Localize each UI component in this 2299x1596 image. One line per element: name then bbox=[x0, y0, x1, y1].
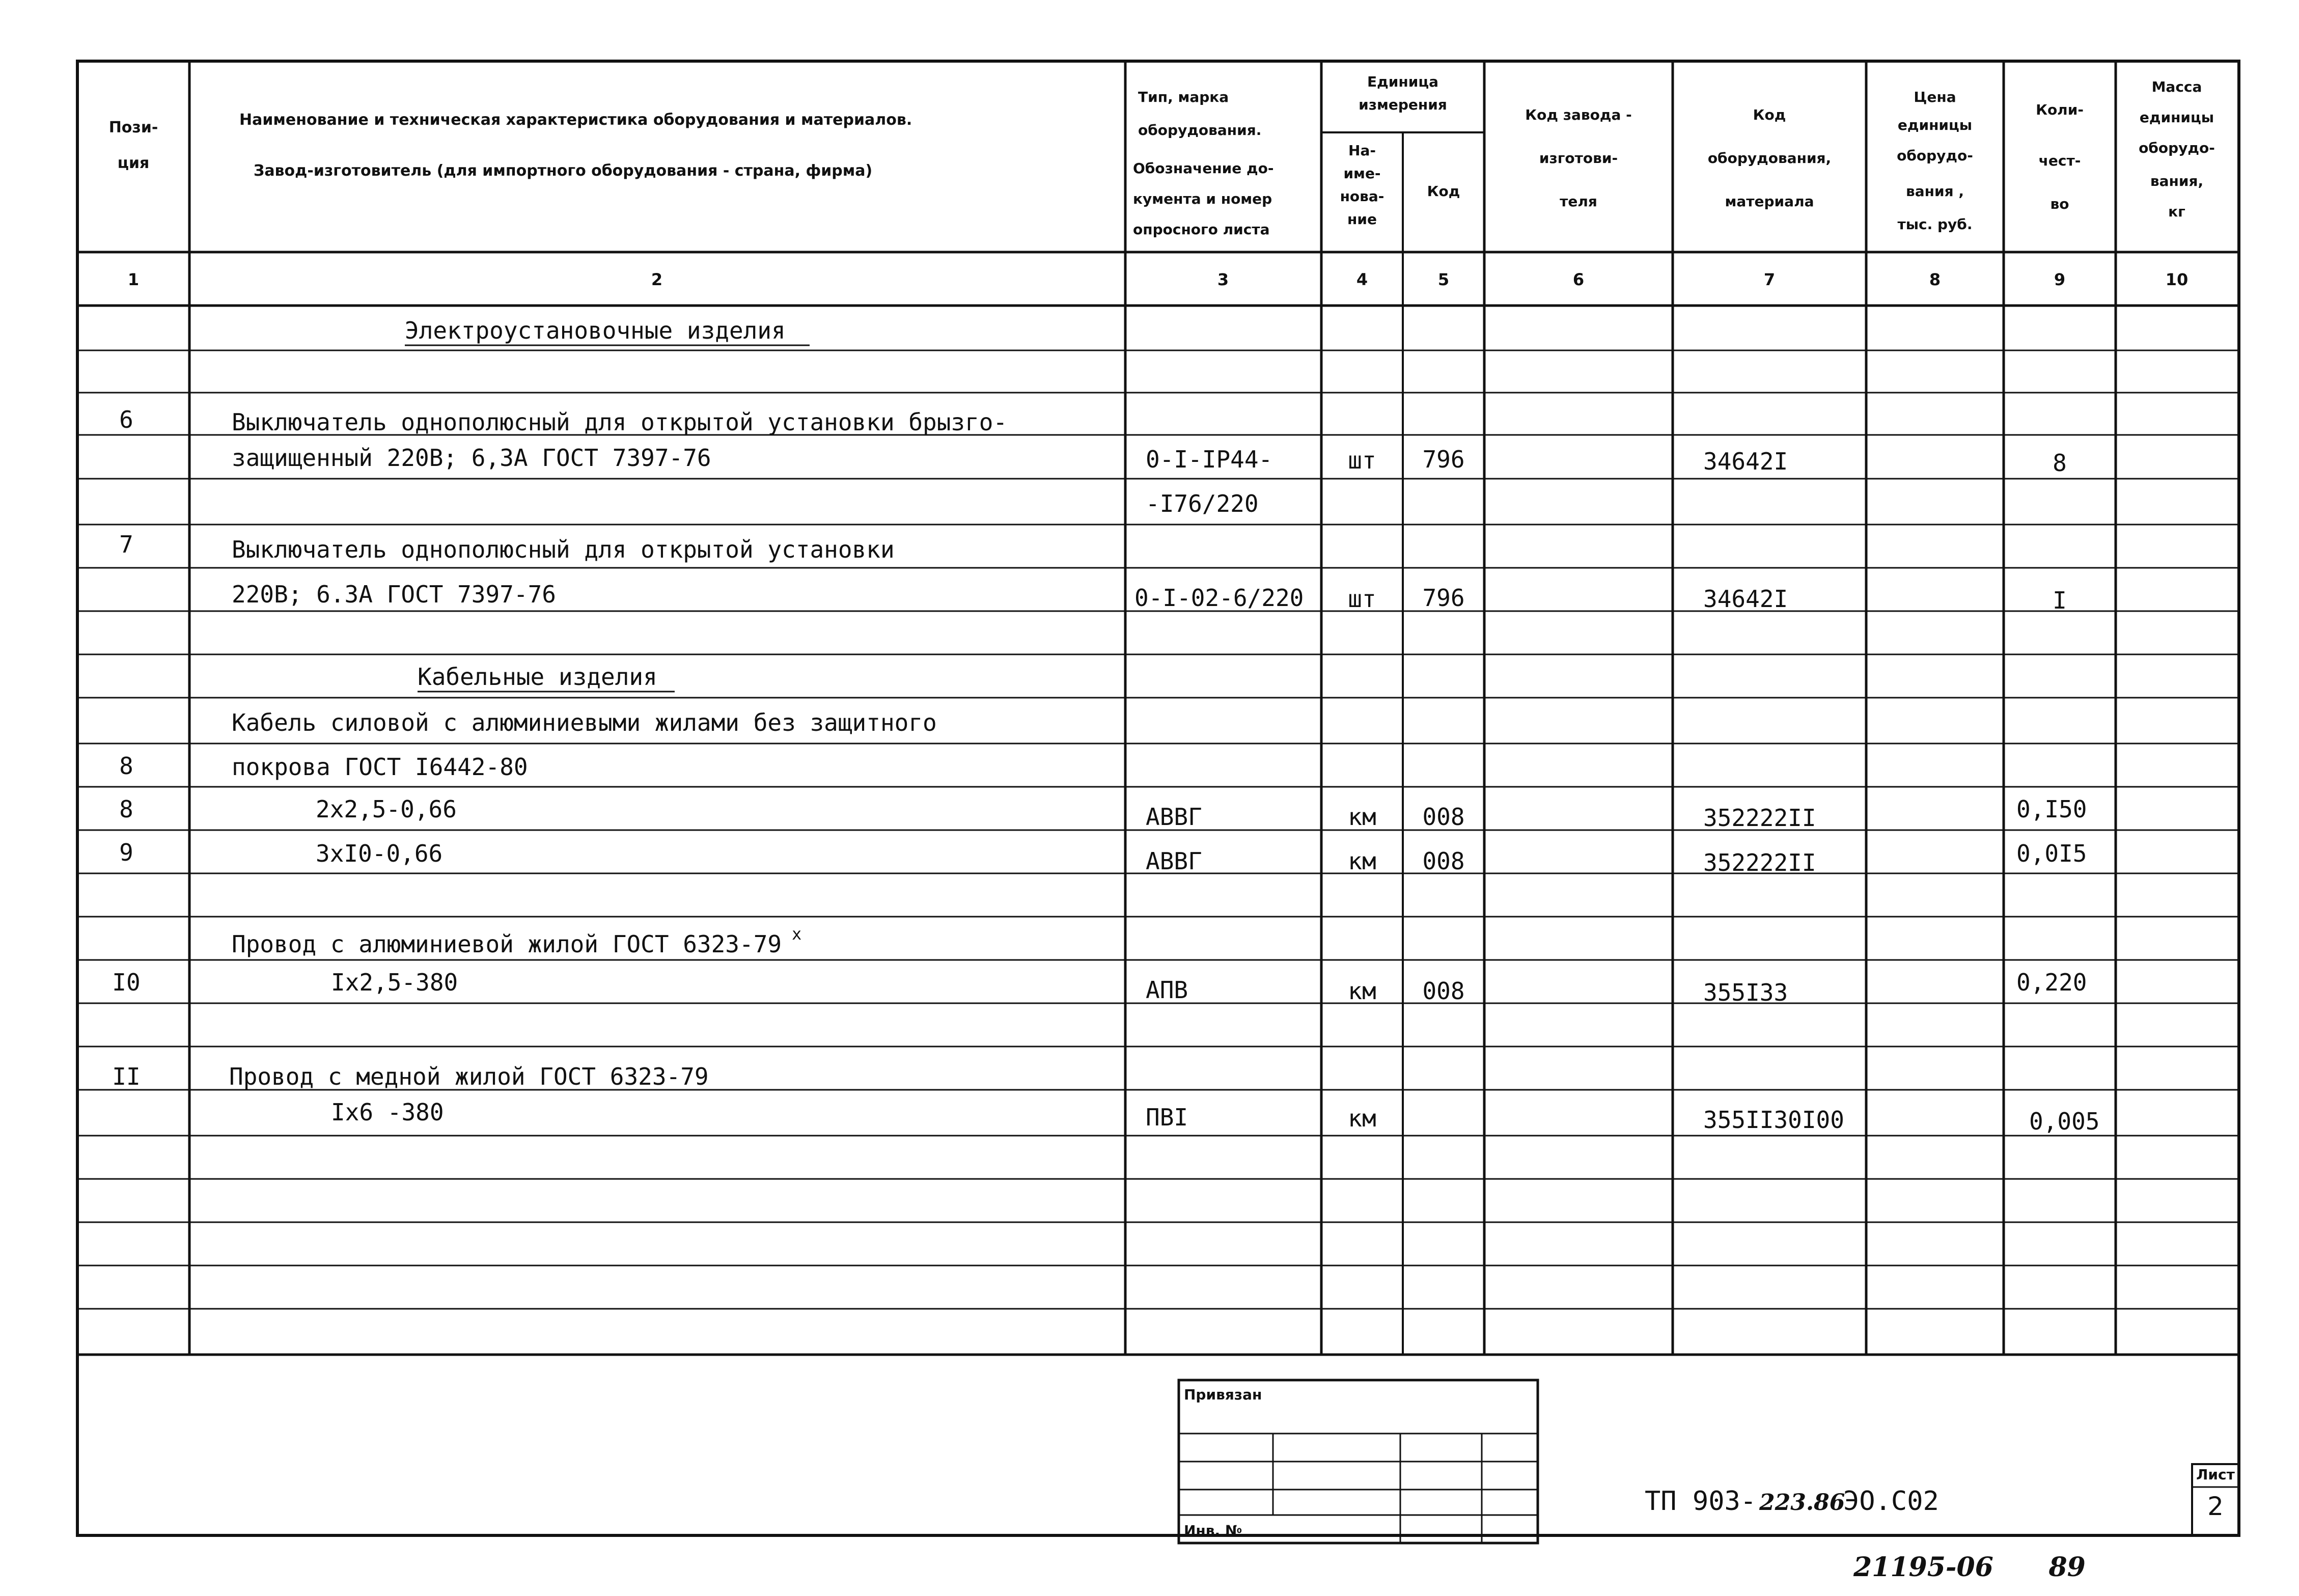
table-row bbox=[119, 406, 1007, 436]
table-row bbox=[331, 1098, 2099, 1135]
name-cell: Провод с медной жилой ГОСТ 6323-79 bbox=[229, 1063, 709, 1090]
unit-code-cell: 796 bbox=[1422, 446, 1465, 473]
header-col3-line4: кумента и номер bbox=[1133, 190, 1272, 207]
header-col6-line2: изготови- bbox=[1539, 150, 1618, 167]
header-col4-line3: нова- bbox=[1340, 188, 1384, 205]
unit-name-cell: шт bbox=[1348, 585, 1376, 613]
name-cell: 3хI0-0,66 bbox=[316, 840, 443, 867]
header-col9-line3: во bbox=[2050, 196, 2069, 212]
position-cell: 9 bbox=[119, 839, 133, 866]
type-cell: ПВI bbox=[1146, 1104, 1188, 1131]
column-number: 4 bbox=[1356, 270, 1368, 289]
unit-code-cell: 008 bbox=[1422, 803, 1465, 831]
header-col1-line2: ция bbox=[117, 154, 150, 172]
header-col8-line5: тыс. руб. bbox=[1897, 216, 1973, 233]
inventory-label: Инв. № bbox=[1184, 1522, 1242, 1539]
table-row bbox=[119, 531, 894, 563]
header-col10-line1: Масса bbox=[2151, 78, 2202, 95]
column-number: 9 bbox=[2054, 270, 2066, 289]
equipment-code-cell: 355I33 bbox=[1703, 979, 1788, 1006]
unit-name-cell: км bbox=[1348, 1105, 1376, 1132]
header-col10-line3: оборудо- bbox=[2139, 140, 2215, 156]
table-row bbox=[119, 839, 2087, 876]
sheet-number: 2 bbox=[2207, 1492, 2224, 1521]
column-number: 3 bbox=[1217, 270, 1229, 289]
header-col10-line5: кг bbox=[2168, 203, 2185, 220]
header-col3-line5: опросного листа bbox=[1133, 221, 1270, 238]
unit-code-cell: 008 bbox=[1422, 847, 1465, 875]
equipment-code-cell: 355II30I00 bbox=[1703, 1106, 1844, 1134]
column-number: 2 bbox=[651, 270, 663, 289]
type-cell: АПВ bbox=[1146, 976, 1188, 1004]
table-row bbox=[112, 1063, 708, 1090]
table-body bbox=[112, 317, 2099, 1135]
name-cell: защищенный 220В; 6,3А ГОСТ 7397-76 bbox=[232, 444, 711, 472]
document-number-handwritten: 223.86 bbox=[1759, 1490, 1845, 1516]
name-cell: Выключатель однополюсный для открытой установки bbox=[232, 536, 895, 563]
privyazan-label: Привязан bbox=[1184, 1386, 1262, 1403]
name-superscript: х bbox=[792, 924, 802, 944]
type-cell: 0-I-02-6/220 bbox=[1134, 584, 1304, 612]
table-row bbox=[232, 709, 937, 736]
unit-code-cell: 796 bbox=[1422, 584, 1465, 612]
equipment-code-cell: 34642I bbox=[1703, 448, 1788, 475]
column-number: 5 bbox=[1437, 270, 1450, 289]
quantity-cell: 0,005 bbox=[2029, 1108, 2100, 1135]
table-row bbox=[119, 752, 528, 781]
document-number-suffix: ЭО.С02 bbox=[1843, 1486, 1939, 1517]
position-cell: II bbox=[112, 1063, 141, 1090]
table-row bbox=[1146, 490, 1259, 517]
header-col7-line3: материала bbox=[1725, 193, 1814, 210]
quantity-cell: 8 bbox=[2053, 449, 2067, 477]
title-block-text bbox=[1184, 1386, 2235, 1539]
position-cell: 8 bbox=[119, 795, 133, 823]
name-cell: Iх2,5-380 bbox=[331, 969, 458, 996]
header-col9-line1: Коли- bbox=[2036, 101, 2084, 118]
header-col4-line2: име- bbox=[1343, 165, 1381, 182]
title-block bbox=[1179, 1380, 2239, 1543]
header-col8-line1: Цена bbox=[1914, 89, 1956, 105]
column-number: 8 bbox=[1929, 270, 1941, 289]
header-col7-line2: оборудования, bbox=[1707, 150, 1832, 167]
quantity-cell: 0,I50 bbox=[2016, 795, 2087, 823]
header-col2-line1: Наименование и техническая характеристика оборудования и материалов. bbox=[239, 111, 912, 129]
unit-code-cell: 008 bbox=[1422, 977, 1465, 1005]
unit-name-cell: км bbox=[1348, 803, 1376, 831]
equipment-code-cell: 352222II bbox=[1703, 849, 1816, 876]
type-cell: -I76/220 bbox=[1146, 490, 1259, 517]
column-number: 6 bbox=[1572, 270, 1585, 289]
name-cell: Кабель силовой с алюминиевыми жилами без защитного bbox=[232, 709, 937, 736]
header-unit-line2: измерения bbox=[1359, 96, 1447, 113]
column-number: 7 bbox=[1763, 270, 1776, 289]
position-cell: 6 bbox=[119, 406, 133, 433]
table-row bbox=[232, 924, 801, 958]
header-col2-line2: Завод-изготовитель (для импортного оборудования - страна, фирма) bbox=[254, 162, 873, 180]
table-row bbox=[112, 969, 2087, 1006]
header-col4-line1: На- bbox=[1348, 142, 1376, 159]
header-col6-line1: Код завода - bbox=[1525, 106, 1632, 123]
name-cell: покрова ГОСТ I6442-80 bbox=[232, 753, 528, 781]
position-cell: I0 bbox=[112, 969, 141, 996]
type-cell: 0-I-IP44- bbox=[1146, 446, 1273, 473]
type-cell: АВВГ bbox=[1146, 803, 1202, 831]
header-col5: Код bbox=[1427, 183, 1460, 200]
unit-name-cell: км bbox=[1348, 847, 1376, 875]
header-col7-line1: Код bbox=[1753, 106, 1786, 123]
unit-name-cell: км bbox=[1348, 977, 1376, 1005]
column-number: 1 bbox=[127, 270, 140, 289]
table-row bbox=[232, 581, 2067, 614]
header-col8-line4: вания , bbox=[1906, 183, 1964, 200]
name-cell: Iх6 -380 bbox=[331, 1098, 444, 1126]
unit-name-cell: шт bbox=[1348, 447, 1376, 474]
header-col3-line1: Тип, марка bbox=[1138, 89, 1229, 105]
header-col6-line3: теля bbox=[1560, 193, 1597, 210]
table-row bbox=[119, 795, 2087, 832]
header-col10-line2: единицы bbox=[2139, 109, 2214, 126]
table-header bbox=[109, 73, 2215, 238]
document-number-prefix: ТП 903- bbox=[1645, 1486, 1757, 1517]
position-cell: 8 bbox=[119, 752, 133, 780]
name-cell: 220В; 6.3А ГОСТ 7397-76 bbox=[232, 581, 556, 608]
section-heading: Электроустановочные изделия bbox=[405, 317, 786, 344]
type-cell: АВВГ bbox=[1146, 847, 1202, 875]
column-number-row bbox=[128, 270, 2188, 289]
header-col8-line2: единицы bbox=[1897, 117, 1973, 133]
header-unit-line1: Единица bbox=[1367, 73, 1438, 90]
equipment-code-cell: 34642I bbox=[1703, 585, 1788, 613]
table-row bbox=[405, 317, 810, 345]
header-col9-line2: чест- bbox=[2038, 152, 2081, 169]
position-cell: 7 bbox=[119, 531, 133, 558]
sheet-label: Лист bbox=[2196, 1466, 2235, 1483]
archive-number-handwritten: 21195-06 89 bbox=[1853, 1552, 2086, 1583]
name-cell: Выключатель однополюсный для открытой установки брызго- bbox=[232, 408, 1008, 436]
equipment-code-cell: 352222II bbox=[1703, 804, 1816, 832]
column-number: 10 bbox=[2165, 270, 2189, 289]
table-row bbox=[418, 663, 675, 692]
name-cell: Провод с алюминиевой жилой ГОСТ 6323-79 bbox=[232, 930, 782, 958]
header-col3-line2: оборудования. bbox=[1138, 122, 1262, 139]
quantity-cell: 0,0I5 bbox=[2016, 840, 2087, 867]
quantity-cell: 0,220 bbox=[2016, 969, 2087, 996]
header-col1-line1: Пози- bbox=[108, 119, 158, 136]
header-col4-line4: ние bbox=[1347, 211, 1377, 228]
header-col8-line3: оборудо- bbox=[1897, 147, 1973, 164]
header-col3-line3: Обозначение до- bbox=[1133, 160, 1274, 177]
quantity-cell: I bbox=[2053, 587, 2067, 614]
section-heading: Кабельные изделия bbox=[418, 663, 657, 691]
table-row bbox=[232, 444, 2067, 477]
header-col10-line4: вания, bbox=[2150, 173, 2204, 189]
name-cell: 2х2,5-0,66 bbox=[316, 795, 457, 823]
